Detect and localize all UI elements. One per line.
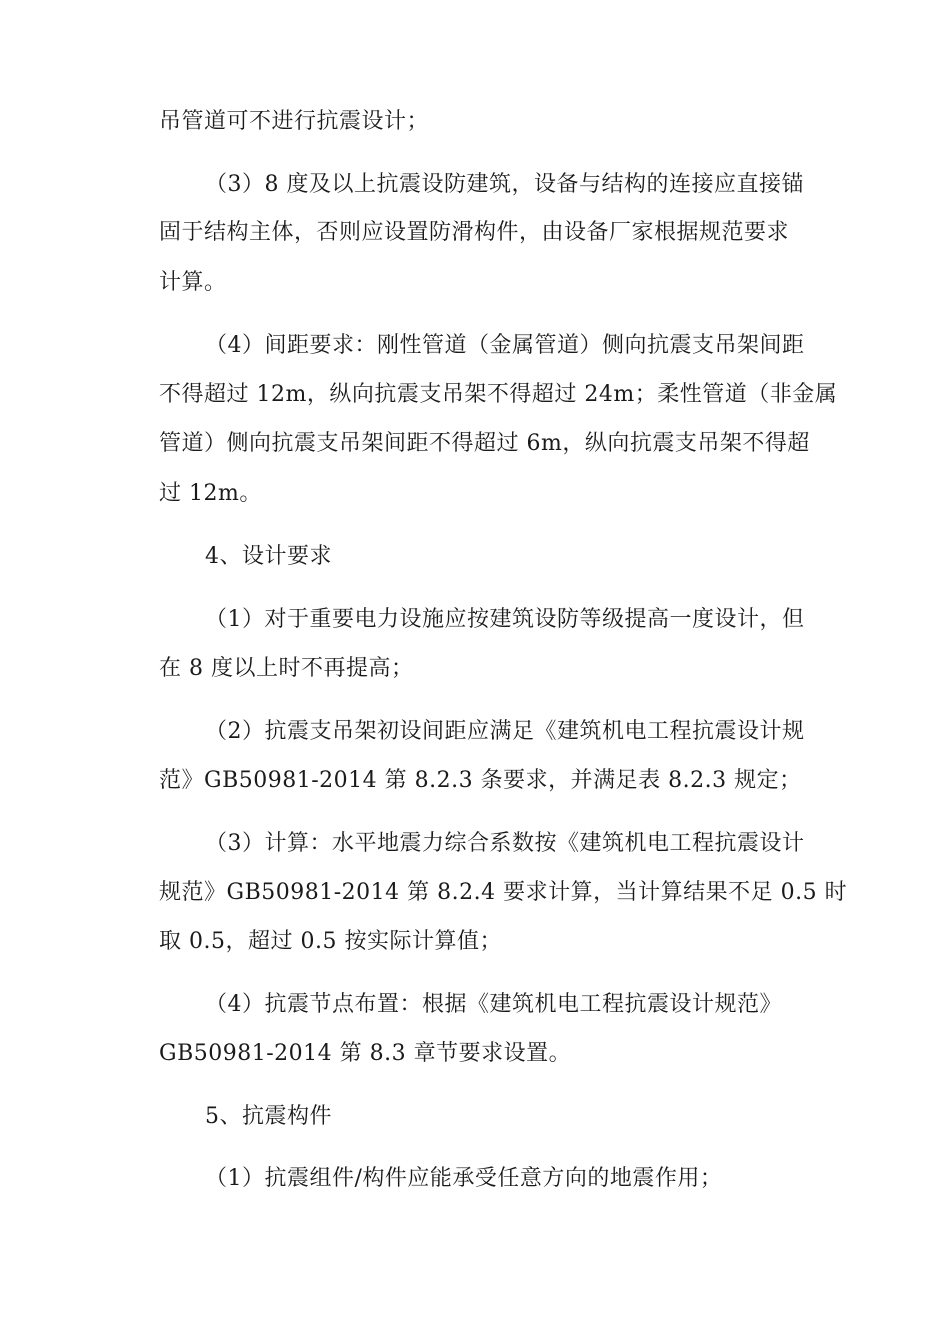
paragraph-line: 范》GB50981-2014 第 8.2.3 条要求，并满足表 8.2.3 规定； bbox=[159, 768, 802, 793]
paragraph-line: 固于结构主体，否则应设置防滑构件，由设备厂家根据规范要求 bbox=[159, 220, 790, 245]
paragraph-line: （1）抗震组件/构件应能承受任意方向的地震作用； bbox=[205, 1166, 723, 1191]
paragraph-line: （3）计算：水平地震力综合系数按《建筑机电工程抗震设计 bbox=[205, 831, 805, 856]
paragraph-line: （2）抗震支吊架初设间距应满足《建筑机电工程抗震设计规 bbox=[205, 719, 805, 744]
paragraph-line: GB50981-2014 第 8.3 章节要求设置。 bbox=[159, 1041, 572, 1066]
section-heading: 4、设计要求 bbox=[205, 544, 332, 569]
section-heading: 5、抗震构件 bbox=[205, 1104, 332, 1129]
paragraph-line: 管道）侧向抗震支吊架间距不得超过 6m，纵向抗震支吊架不得超 bbox=[159, 431, 810, 456]
paragraph-line: 计算。 bbox=[159, 270, 227, 295]
paragraph-line: 过 12m。 bbox=[159, 481, 262, 506]
paragraph-line: （4）抗震节点布置：根据《建筑机电工程抗震设计规范》 bbox=[205, 992, 782, 1017]
paragraph-line: 规范》GB50981-2014 第 8.2.4 要求计算，当计算结果不足 0.5 时 bbox=[159, 880, 848, 905]
paragraph-line: 取 0.5，超过 0.5 按实际计算值； bbox=[159, 929, 502, 954]
paragraph-line: 在 8 度以上时不再提高； bbox=[159, 656, 414, 681]
paragraph-line: 吊管道可不进行抗震设计； bbox=[159, 109, 430, 134]
paragraph-line: （4）间距要求：刚性管道（金属管道）侧向抗震支吊架间距 bbox=[205, 333, 805, 358]
paragraph-line: （1）对于重要电力设施应按建筑设防等级提高一度设计，但 bbox=[205, 607, 805, 632]
paragraph-line: 不得超过 12m，纵向抗震支吊架不得超过 24m；柔性管道（非金属 bbox=[159, 382, 838, 407]
paragraph-line: （3）8 度及以上抗震设防建筑，设备与结构的连接应直接锚 bbox=[205, 172, 804, 197]
